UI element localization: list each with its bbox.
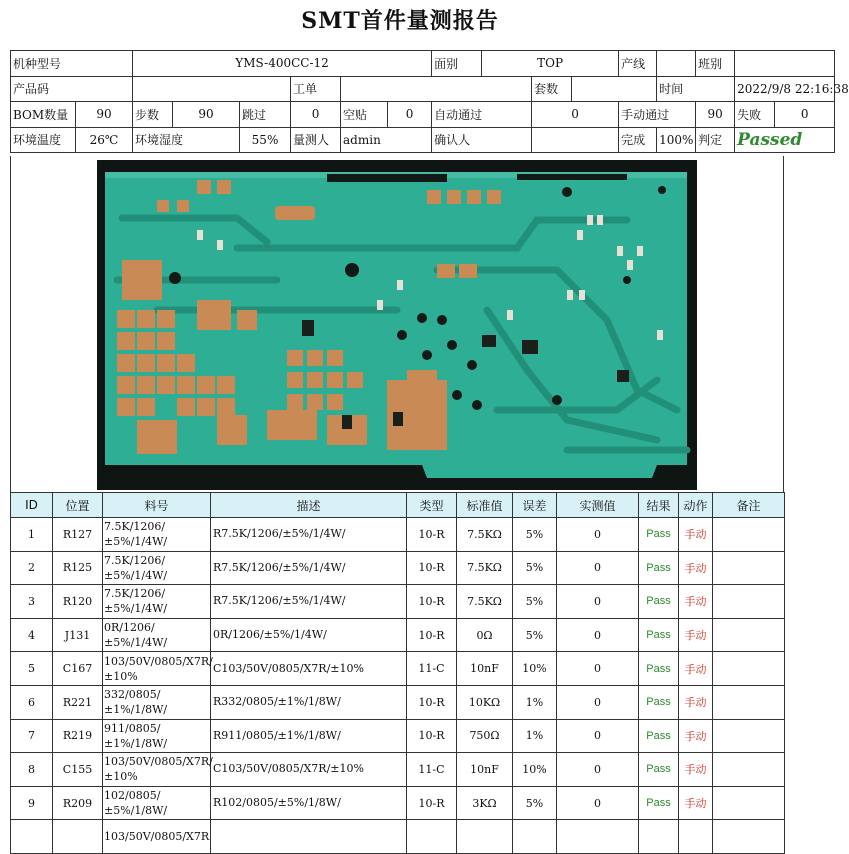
col-type: 类型 (407, 493, 457, 518)
row-id: 3 (11, 585, 53, 619)
measurer-value: admin (341, 127, 432, 153)
row-std: 3KΩ (457, 786, 513, 820)
row-desc: R911/0805/±1%/1/8W/ (211, 719, 407, 753)
col-std: 标准值 (457, 493, 513, 518)
row-remark (713, 585, 785, 619)
row-position: C155 (53, 753, 103, 787)
row-action: 手动 (679, 719, 713, 753)
table-row (11, 820, 785, 854)
row-position (53, 820, 103, 854)
report-header-table (10, 50, 849, 153)
row-result: Pass (639, 753, 679, 787)
row-std: 7.5KΩ (457, 518, 513, 552)
manual-label: 手动通过 (619, 102, 696, 128)
model-label: 机种型号 (11, 51, 133, 77)
row-action: 手动 (679, 585, 713, 619)
row-remark (713, 685, 785, 719)
row-tol: 10% (513, 652, 557, 686)
row-remark (713, 786, 785, 820)
row-action (679, 820, 713, 854)
measurer-label: 量测人 (291, 127, 341, 153)
row-tol: 1% (513, 685, 557, 719)
row-tol: 5% (513, 551, 557, 585)
table-row (11, 652, 785, 686)
row-type: 10-R (407, 551, 457, 585)
table-row (11, 585, 785, 619)
row-desc: 0R/1206/±5%/1/4W/ (211, 618, 407, 652)
fail-label: 失败 (735, 102, 775, 128)
row-measured: 0 (557, 652, 639, 686)
row-std (457, 820, 513, 854)
row-action: 手动 (679, 618, 713, 652)
col-result: 结果 (639, 493, 679, 518)
line-label: 产线 (619, 51, 657, 77)
row-measured: 0 (557, 753, 639, 787)
table-row (11, 518, 785, 552)
header-row-4 (11, 127, 835, 153)
row-position: C167 (53, 652, 103, 686)
header-row-2 (11, 76, 835, 102)
side-value: TOP (482, 51, 619, 77)
row-measured: 0 (557, 786, 639, 820)
skip-label: 跳过 (240, 102, 291, 128)
row-part: 7.5K/1206/±5%/1/4W/ (103, 551, 211, 585)
row-tol: 5% (513, 518, 557, 552)
row-id: 4 (11, 618, 53, 652)
temp-label: 环境温度 (11, 127, 76, 153)
row-measured: 0 (557, 685, 639, 719)
row-std: 750Ω (457, 719, 513, 753)
row-result: Pass (639, 551, 679, 585)
humidity-label: 环境湿度 (133, 127, 240, 153)
row-id (11, 820, 53, 854)
row-measured: 0 (557, 618, 639, 652)
shift-value (735, 51, 835, 77)
sets-value (572, 76, 657, 102)
time-label: 时间 (657, 76, 735, 102)
row-desc: R7.5K/1206/±5%/1/4W/ (211, 551, 407, 585)
product-code-value (133, 76, 291, 102)
empty-value: 0 (388, 102, 432, 128)
row-tol (513, 820, 557, 854)
row-type: 10-R (407, 719, 457, 753)
row-remark (713, 820, 785, 854)
row-type (407, 820, 457, 854)
row-desc: R7.5K/1206/±5%/1/4W/ (211, 518, 407, 552)
table-row (11, 685, 785, 719)
row-remark (713, 618, 785, 652)
line-value (657, 51, 696, 77)
row-desc: R332/0805/±1%/1/8W/ (211, 685, 407, 719)
row-desc (211, 820, 407, 854)
row-tol: 1% (513, 719, 557, 753)
sets-label: 套数 (532, 76, 572, 102)
row-type: 10-R (407, 786, 457, 820)
pcb-photo (97, 160, 697, 490)
judge-label: 判定 (696, 127, 735, 153)
row-position: R221 (53, 685, 103, 719)
judge-value: Passed (735, 127, 835, 153)
header-row-3 (11, 102, 835, 128)
row-desc: R7.5K/1206/±5%/1/4W/ (211, 585, 407, 619)
row-result: Pass (639, 585, 679, 619)
auto-value: 0 (532, 102, 619, 128)
row-std: 7.5KΩ (457, 585, 513, 619)
table-row (11, 618, 785, 652)
row-action: 手动 (679, 652, 713, 686)
bom-label: BOM数量 (11, 102, 76, 128)
complete-value: 100% (657, 127, 696, 153)
row-remark (713, 753, 785, 787)
temp-value: 26℃ (76, 127, 133, 153)
row-action: 手动 (679, 786, 713, 820)
row-position: R120 (53, 585, 103, 619)
col-position: 位置 (53, 493, 103, 518)
row-type: 11-C (407, 652, 457, 686)
row-type: 10-R (407, 685, 457, 719)
empty-label: 空贴 (341, 102, 388, 128)
col-measured: 实测值 (557, 493, 639, 518)
row-type: 10-R (407, 518, 457, 552)
row-std: 10nF (457, 753, 513, 787)
row-id: 6 (11, 685, 53, 719)
row-id: 2 (11, 551, 53, 585)
work-order-label: 工单 (291, 76, 341, 102)
row-position: R209 (53, 786, 103, 820)
row-desc: R102/0805/±5%/1/8W/ (211, 786, 407, 820)
row-remark (713, 652, 785, 686)
row-id: 5 (11, 652, 53, 686)
row-measured: 0 (557, 551, 639, 585)
row-desc: C103/50V/0805/X7R/±10% (211, 652, 407, 686)
row-part: 332/0805/±1%/1/8W/ (103, 685, 211, 719)
row-remark (713, 518, 785, 552)
row-action: 手动 (679, 518, 713, 552)
row-result (639, 820, 679, 854)
row-part: 7.5K/1206/±5%/1/4W/ (103, 518, 211, 552)
row-position: J131 (53, 618, 103, 652)
row-position: R125 (53, 551, 103, 585)
row-id: 7 (11, 719, 53, 753)
steps-value: 90 (173, 102, 240, 128)
row-id: 1 (11, 518, 53, 552)
table-row (11, 786, 785, 820)
row-tol: 5% (513, 786, 557, 820)
row-part: 0R/1206/±5%/1/4W/ (103, 618, 211, 652)
row-result: Pass (639, 719, 679, 753)
row-part: 911/0805/±1%/1/8W/ (103, 719, 211, 753)
col-id: ID (11, 493, 53, 518)
row-part: 103/50V/0805/X7R/±10% (103, 652, 211, 686)
row-position: R219 (53, 719, 103, 753)
row-result: Pass (639, 652, 679, 686)
pcb-slot (327, 174, 447, 182)
fail-value: 0 (775, 102, 835, 128)
work-order-value (341, 76, 532, 102)
row-action: 手动 (679, 551, 713, 585)
col-remark: 备注 (713, 493, 785, 518)
row-type: 10-R (407, 585, 457, 619)
row-part: 103/50V/0805/X7R (103, 820, 211, 854)
skip-value: 0 (291, 102, 341, 128)
row-std: 10KΩ (457, 685, 513, 719)
side-label: 面别 (432, 51, 482, 77)
steps-label: 步数 (133, 102, 173, 128)
row-remark (713, 719, 785, 753)
complete-label: 完成 (619, 127, 657, 153)
row-action: 手动 (679, 685, 713, 719)
row-std: 0Ω (457, 618, 513, 652)
row-std: 10nF (457, 652, 513, 686)
row-measured: 0 (557, 518, 639, 552)
row-result: Pass (639, 618, 679, 652)
row-measured: 0 (557, 719, 639, 753)
row-type: 11-C (407, 753, 457, 787)
humidity-value: 55% (240, 127, 291, 153)
table-row (11, 753, 785, 787)
table-header-row (11, 493, 785, 518)
row-result: Pass (639, 786, 679, 820)
row-tol: 10% (513, 753, 557, 787)
row-desc: C103/50V/0805/X7R/±10% (211, 753, 407, 787)
confirmer-label: 确认人 (432, 127, 532, 153)
shift-label: 班别 (696, 51, 735, 77)
auto-label: 自动通过 (432, 102, 532, 128)
row-part: 102/0805/±5%/1/8W/ (103, 786, 211, 820)
confirmer-value (532, 127, 619, 153)
row-id: 8 (11, 753, 53, 787)
row-result: Pass (639, 685, 679, 719)
row-type: 10-R (407, 618, 457, 652)
row-std: 7.5KΩ (457, 551, 513, 585)
report-title: SMT首件量测报告 (301, 8, 499, 34)
row-tol: 5% (513, 618, 557, 652)
col-desc: 描述 (211, 493, 407, 518)
header-row-1 (11, 51, 835, 77)
row-result: Pass (639, 518, 679, 552)
col-action: 动作 (679, 493, 713, 518)
manual-value: 90 (696, 102, 735, 128)
col-part: 料号 (103, 493, 211, 518)
pcb-slot (517, 174, 627, 180)
table-row (11, 551, 785, 585)
time-value: 2022/9/8 22:16:38 (735, 76, 835, 102)
model-value: YMS-400CC-12 (133, 51, 432, 77)
table-row (11, 719, 785, 753)
row-measured: 0 (557, 585, 639, 619)
col-tol: 误差 (513, 493, 557, 518)
row-position: R127 (53, 518, 103, 552)
row-remark (713, 551, 785, 585)
row-tol: 5% (513, 585, 557, 619)
bom-value: 90 (76, 102, 133, 128)
row-part: 7.5K/1206/±5%/1/4W/ (103, 585, 211, 619)
row-id: 9 (11, 786, 53, 820)
row-action: 手动 (679, 753, 713, 787)
row-part: 103/50V/0805/X7R/±10% (103, 753, 211, 787)
row-measured (557, 820, 639, 854)
measurement-table (10, 492, 785, 854)
product-code-label: 产品码 (11, 76, 133, 102)
